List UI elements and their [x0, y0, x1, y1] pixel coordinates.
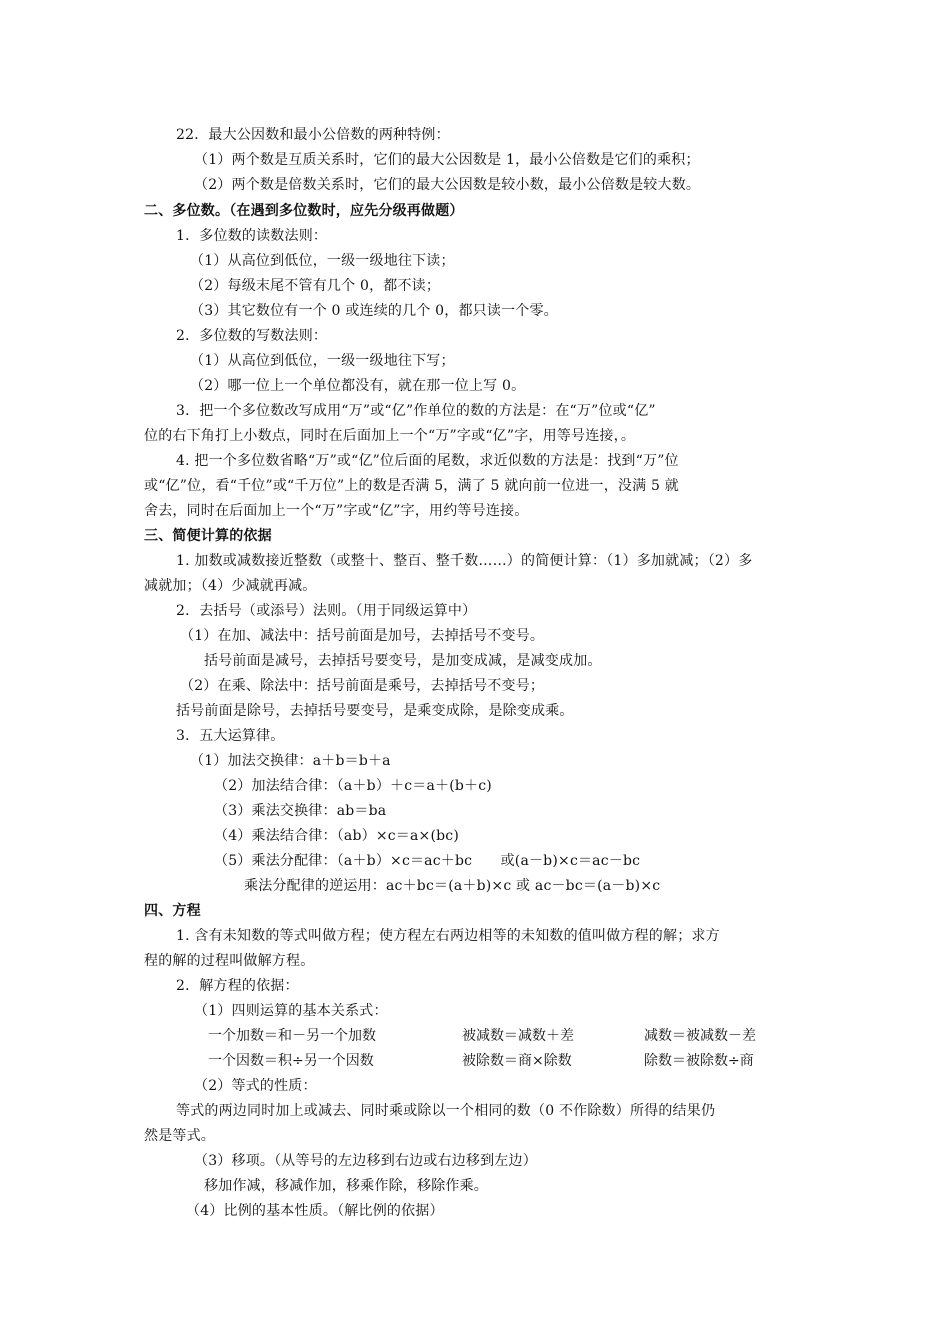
text-line: 3．把一个多位数改写成用“万”或“亿”作单位的数的方法是：在“万”位或“亿” — [176, 403, 656, 419]
text-line: 2．解方程的依据： — [176, 978, 299, 994]
text-line: （3）乘法交换律：ab＝ba — [214, 803, 387, 819]
relation-cell: 一个加数＝和－另一个加数 — [208, 1028, 376, 1044]
text-line: 2．多位数的写数法则： — [176, 328, 328, 344]
text-line: 1. 加数或减数接近整数（或整十、整百、整千数……）的简便计算：（1）多加就减；（2）多 — [176, 553, 753, 569]
text-line: 3．五大运算律。 — [176, 728, 285, 744]
relation-cell: 被除数＝商×除数 — [462, 1053, 572, 1069]
text-line: （2）等式的性质： — [194, 1078, 317, 1094]
text-line: 括号前面是减号，去掉括号要变号，是加变成减，是减变成加。 — [204, 653, 602, 669]
text-line: （2）每级末尾不管有几个 0，都不读； — [190, 278, 441, 294]
text-line: （1）四则运算的基本关系式： — [194, 1003, 388, 1019]
text-line: （2）加法结合律：（a＋b）＋c＝a＋(b＋c) — [214, 778, 492, 794]
text-line: 22．最大公因数和最小公倍数的两种特例： — [176, 127, 450, 143]
text-line: 1．多位数的读数法则： — [176, 228, 328, 244]
text-line: （1）加法交换律：a＋b＝b＋a — [190, 753, 391, 769]
section-heading: 三、简便计算的依据 — [144, 528, 272, 544]
text-line: 减就加；（4）少减就再减。 — [144, 578, 317, 594]
text-line: 或“亿”位，看“千位”或“千万位”上的数是否满 5，满了 5 就向前一位进一，没满 5 就 — [144, 478, 679, 494]
text-line: 程的解的过程叫做解方程。 — [144, 953, 315, 969]
text-line: （3）移项。（从等号的左边移到右边或右边移到左边） — [194, 1153, 537, 1169]
section-heading: 二、多位数。（在遇到多位数时，应先分级再做题） — [144, 203, 464, 219]
text-line: 然是等式。 — [144, 1128, 215, 1144]
text-line: 2．去括号（或添号）法则。（用于同级运算中） — [176, 603, 477, 619]
text-line: 括号前面是除号，去掉括号要变号，是乘变成除，是除变成乘。 — [176, 703, 574, 719]
text-line: 舍去，同时在后面加上一个“万”字或“亿”字，用约等号连接。 — [144, 503, 529, 519]
text-line: 4. 把一个多位数省略“万”或“亿”位后面的尾数，求近似数的方法是：找到“万”位 — [176, 453, 679, 469]
text-line: （4）比例的基本性质。（解比例的依据） — [186, 1203, 444, 1219]
section-heading: 四、方程 — [144, 903, 201, 919]
text-line: （1）从高位到低位，一级一级地往下读； — [190, 253, 455, 269]
text-line: （2）两个数是倍数关系时，它们的最大公因数是较小数，最小公倍数是较大数。 — [194, 177, 701, 193]
text-line: （1）两个数是互质关系时，它们的最大公因数是 1，最小公倍数是它们的乘积； — [194, 152, 700, 168]
relation-cell: 被减数＝减数＋差 — [462, 1028, 574, 1044]
text-line: （1）从高位到低位，一级一级地往下写； — [190, 353, 455, 369]
text-line: 乘法分配律的逆运用：ac＋bc＝(a＋b)×c 或 ac－bc＝(a－b)×c — [244, 878, 661, 894]
text-line: （2）哪一位上一个单位都没有，就在那一位上写 0。 — [190, 378, 526, 394]
text-line: （2）在乘、除法中：括号前面是乘号，去掉括号不变号； — [180, 678, 545, 694]
text-line: 1. 含有未知数的等式叫做方程；使方程左右两边相等的未知数的值叫做方程的解；求方 — [176, 928, 720, 944]
relation-cell: 一个因数＝积÷另一个因数 — [208, 1053, 374, 1069]
text-line: （3）其它数位有一个 0 或连续的几个 0，都只读一个零。 — [190, 303, 558, 319]
text-line: 位的右下角打上小数点，同时在后面加上一个“万”字或“亿”字，用等号连接，。 — [144, 428, 636, 444]
relation-cell: 除数＝被除数÷商 — [644, 1053, 754, 1069]
text-line: 等式的两边同时加上或减去、同时乘或除以一个相同的数（0 不作除数）所得的结果仍 — [176, 1103, 716, 1119]
text-line: （5）乘法分配律：（a＋b）×c＝ac＋bc 或(a－b)×c＝ac－bc — [214, 853, 641, 869]
text-line: （1）在加、减法中：括号前面是加号，去掉括号不变号。 — [180, 628, 545, 644]
text-line: 移加作减，移减作加，移乘作除，移除作乘。 — [204, 1178, 488, 1194]
text-line: （4）乘法结合律：（ab）×c＝a×(bc) — [214, 828, 459, 844]
relation-cell: 减数＝被减数－差 — [644, 1028, 756, 1044]
